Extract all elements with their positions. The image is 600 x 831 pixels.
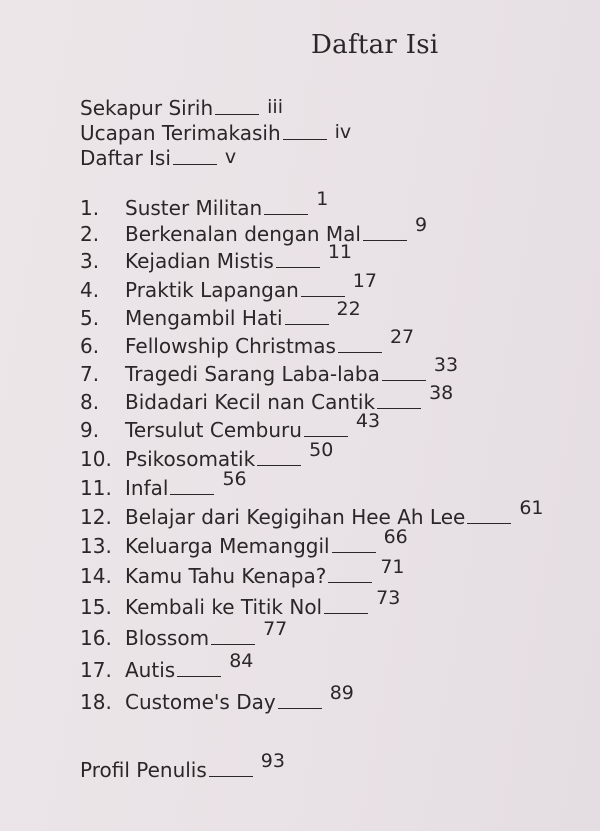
leader-line [338, 352, 382, 353]
leader-line [211, 644, 255, 645]
toc-entry-chapter [80, 556, 405, 589]
toc-entry-chapter [80, 410, 381, 443]
chapter-number: 18. [80, 690, 112, 714]
leader-line [328, 582, 372, 583]
leader-line [170, 494, 214, 495]
toc-entry-chapter [80, 270, 377, 303]
entry-page: 56 [222, 468, 247, 490]
entry-page: 61 [519, 497, 544, 519]
toc-entry-chapter [80, 439, 334, 472]
chapter-number: 10. [80, 447, 112, 471]
toc-entry-chapter [80, 214, 428, 247]
entry-page: 38 [429, 382, 454, 404]
entry-page: 66 [383, 526, 408, 548]
entry-label: Infal [125, 476, 169, 500]
chapter-number: 6. [80, 334, 100, 358]
leader-line [257, 465, 301, 466]
leader-line [332, 552, 376, 553]
leader-line [377, 408, 421, 409]
toc-entry-chapter [80, 326, 415, 359]
chapter-number: 2. [80, 222, 100, 246]
leader-line [324, 613, 368, 614]
entry-page: iii [267, 96, 283, 118]
chapter-number: 15. [80, 595, 112, 619]
entry-page: iv [334, 121, 352, 143]
toc-entry-chapter [80, 682, 354, 715]
entry-label: Tersulut Cemburu [125, 418, 302, 442]
toc-entry-front [80, 96, 283, 121]
chapter-number: 12. [80, 505, 112, 529]
entry-label: Mengambil Hati [125, 306, 283, 330]
entry-label: Kembali ke Titik Nol [125, 595, 323, 619]
toc-entry-chapter [80, 241, 353, 274]
leader-line [177, 676, 221, 677]
entry-label: Daftar Isi [80, 146, 171, 170]
entry-label: Psikosomatik [125, 447, 256, 471]
chapter-number: 9. [80, 418, 100, 442]
toc-entry-chapter [80, 526, 408, 559]
entry-label: Keluarga Memanggil [125, 534, 330, 558]
entry-label: Bidadari Kecil nan Cantik [125, 390, 376, 414]
chapter-number: 16. [80, 626, 112, 650]
entry-label: Custome's Day [125, 690, 276, 714]
toc-entry-chapter [80, 468, 247, 501]
entry-page: 43 [355, 410, 381, 432]
chapter-number: 14. [80, 564, 112, 588]
toc-entry-chapter [80, 382, 454, 415]
toc-entry-front [80, 121, 351, 146]
chapter-number: 5. [80, 306, 100, 330]
entry-page: 93 [260, 750, 285, 772]
leader-line [264, 214, 308, 215]
leader-line [285, 324, 329, 325]
entry-page: 11 [327, 241, 353, 263]
entry-page: v [224, 146, 237, 168]
entry-page: 71 [380, 556, 405, 578]
toc-entry-chapter [80, 354, 459, 387]
entry-page: 50 [309, 439, 334, 461]
entry-page: 9 [414, 214, 428, 236]
toc-entry-chapter [80, 188, 329, 221]
chapter-number: 1. [80, 196, 100, 220]
leader-line [363, 240, 407, 241]
toc-entry-chapter [80, 587, 401, 620]
entry-label: Fellowship Christmas [125, 334, 336, 358]
toc-entry-back [80, 750, 285, 783]
leader-line [283, 139, 327, 140]
toc-entry-chapter [80, 650, 254, 683]
leader-line [382, 380, 426, 381]
entry-label: Autis [125, 658, 176, 682]
leader-line [173, 164, 217, 165]
toc-entry-chapter [80, 298, 361, 331]
leader-line [215, 114, 259, 115]
entry-label: Suster Militan [125, 196, 263, 220]
chapter-number: 7. [80, 362, 100, 386]
entry-page: 17 [352, 270, 377, 292]
toc-entry-front [80, 146, 236, 171]
leader-line [276, 267, 320, 268]
toc-entry-chapter [80, 497, 544, 530]
chapter-number: 4. [80, 278, 100, 302]
leader-line [278, 708, 322, 709]
entry-label: Sekapur Sirih [80, 96, 214, 120]
entry-label: Blossom [125, 626, 210, 650]
leader-line [304, 436, 348, 437]
chapter-number: 17. [80, 658, 112, 682]
entry-page: 1 [316, 188, 329, 210]
entry-label: Kamu Tahu Kenapa? [125, 564, 327, 588]
entry-page: 73 [376, 587, 401, 609]
entry-label: Tragedi Sarang Laba-laba [125, 362, 380, 386]
chapter-number: 3. [80, 249, 100, 273]
entry-page: 89 [329, 682, 354, 704]
entry-page: 27 [389, 326, 415, 348]
entry-page: 84 [229, 650, 254, 672]
chapter-number: 11. [80, 476, 112, 500]
page-title: Daftar Isi [311, 30, 439, 60]
entry-label: Praktik Lapangan [125, 278, 299, 302]
chapter-number: 8. [80, 390, 100, 414]
leader-line [209, 776, 253, 777]
leader-line [467, 523, 511, 524]
entry-page: 22 [336, 298, 361, 320]
entry-page: 77 [263, 618, 288, 640]
entry-label: Belajar dari Kegigihan Hee Ah Lee [125, 505, 466, 529]
entry-label: Ucapan Terimakasih [80, 121, 281, 145]
entry-label: Profil Penulis [80, 758, 207, 782]
entry-label: Kejadian Mistis [125, 249, 274, 273]
toc-entry-chapter [80, 618, 288, 651]
entry-page: 33 [433, 354, 459, 376]
chapter-number: 13. [80, 534, 112, 558]
entry-label: Berkenalan dengan Mal [125, 222, 361, 246]
